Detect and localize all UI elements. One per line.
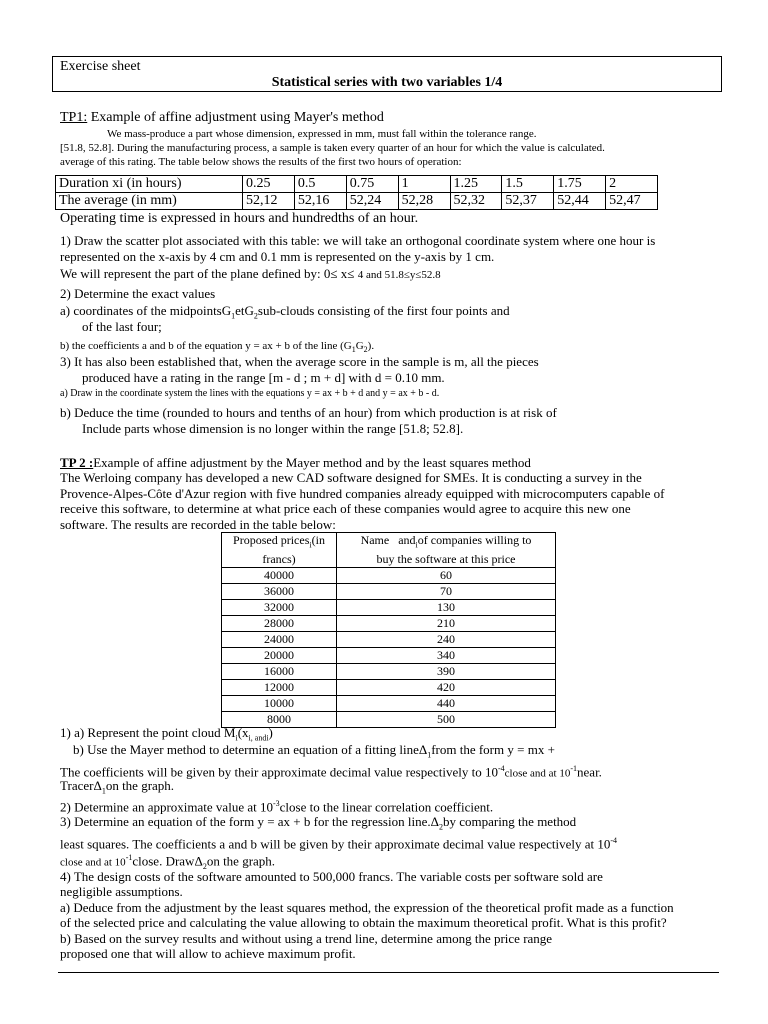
q3-line3-b: close. DrawΔ — [132, 853, 203, 869]
table-cell: 0.5 — [294, 176, 346, 193]
tp1-q3a: a) Draw in the coordinate system the lines with the equations y = ax + b + d and y = ax + b - d. — [60, 388, 440, 399]
table-cell: 52,24 — [346, 193, 398, 210]
tp1-q2a-line1: a) coordinates of the midpointsG$_1$etG$_2$sub-clouds consisting of the first four points and — [60, 303, 510, 321]
q1-line3a: We will represent the part of the plane defined by: 0≤ x≤ — [60, 266, 358, 281]
tp2-intro-1: The Werloing company has developed a new CAD software designed for SMEs. It is conducting a survey in the — [60, 470, 642, 485]
q2-a: 2) Determine an approximate value at 10 — [60, 799, 273, 815]
tp1-q1-line2: represented on the x-axis by 4 cm and 0.1 mm is represented on the y-axis by 1 cm. — [60, 249, 495, 264]
table-cell: 8000 — [222, 712, 337, 728]
tp1-after-table: Operating time is expressed in hours and hundredths of an hour. — [60, 211, 419, 226]
q2b-part2: ). — [367, 340, 375, 352]
q3-line3-sub: 2 — [202, 861, 207, 871]
tp2-q4b-line2: proposed one that will allow to achieve maximum profit. — [60, 946, 356, 961]
col1-header-line2: francs) — [262, 552, 296, 567]
table-cell: 40000 — [222, 568, 337, 584]
q2b-part1: b) the coefficients a and b of the equation y = ax + b of the line (G — [60, 340, 352, 352]
table-cell: 420 — [337, 680, 556, 696]
tracer-b: on the graph. — [105, 778, 175, 793]
tp1-label: TP1: — [60, 110, 88, 125]
coef-a: The coefficients will be given by their approximate decimal value respectively to 10 — [60, 764, 498, 780]
row-header: The average (in mm) — [56, 193, 243, 210]
header-box — [52, 56, 722, 92]
q3-line3-c: on the graph. — [206, 853, 276, 869]
col2-header-line2: buy the software at this price — [376, 552, 516, 567]
table-cell: 24000 — [222, 632, 337, 648]
tp1-q2: 2) Determine the exact values — [60, 286, 216, 301]
table-row — [222, 600, 556, 616]
tp1-intro-3: average of this rating. The table below shows the results of the first two hours of operation: — [60, 156, 462, 168]
table-cell: 130 — [337, 600, 556, 616]
tp2-intro-3: receive this software, to determine at what price each of these companies would agree to acquire this new one — [60, 501, 631, 516]
tp1-intro-2: [51.8, 52.8]. During the manufacturing process, a sample is taken every quarter of an hour for which the value is calculated. — [60, 142, 605, 154]
q1a-sub2: i, andi — [248, 733, 269, 743]
q3-sub: 2 — [438, 822, 443, 832]
table-cell: 52,37 — [502, 193, 554, 210]
table-header-row — [222, 533, 556, 568]
table-cell: 52,12 — [243, 193, 295, 210]
q1a-sub: i — [235, 733, 238, 743]
tp2-q4-line2: negligible assumptions. — [60, 884, 183, 899]
table-cell: 340 — [337, 648, 556, 664]
table-cell: 16000 — [222, 664, 337, 680]
row-header: Duration xi (in hours) — [56, 176, 243, 193]
tp1-q2a-line2: of the last four; — [82, 319, 162, 334]
q1a-text: 1) a) Represent the point cloud M — [60, 725, 236, 740]
table-cell: 210 — [337, 616, 556, 632]
table-cell: 10000 — [222, 696, 337, 712]
q3-line3-sup: -1 — [125, 853, 133, 862]
column-header-companies — [337, 533, 556, 568]
tp1-q3b-line1: b) Deduce the time (rounded to hours and tenths of an hour) from which production is at risk of — [60, 405, 557, 420]
table-cell: 52,47 — [606, 193, 658, 210]
col2-header-c: of companies willing to — [417, 533, 532, 547]
table-cell: 60 — [337, 568, 556, 584]
q2-sup: -3 — [272, 799, 280, 808]
table-cell: 500 — [337, 712, 556, 728]
table-cell: 70 — [337, 584, 556, 600]
duration-table — [55, 175, 658, 210]
q1a-end: (x — [237, 725, 249, 740]
tp1-q1-line3 — [60, 266, 441, 283]
tp2-intro-2: Provence-Alpes-Côte d'Azur region with five hundred companies already equipped with microcomputers capable of — [60, 486, 665, 501]
table-row — [222, 680, 556, 696]
table-cell: 12000 — [222, 680, 337, 696]
tp2-heading — [60, 455, 531, 471]
table-cell: 440 — [337, 696, 556, 712]
table-cell: 1.75 — [554, 176, 606, 193]
q1b-end: from the form y = mx + — [431, 742, 555, 757]
column-header-price — [222, 533, 337, 568]
col1-header-text: Proposed prices — [233, 533, 310, 547]
coef-b: close and at 10 — [504, 767, 571, 780]
table-cell: 32000 — [222, 600, 337, 616]
col1-header-sub: i — [309, 540, 312, 550]
tp2-q4-line1: 4) The design costs of the software amounted to 500,000 francs. The variable costs per software sold are — [60, 869, 603, 884]
table-cell: 1.25 — [450, 176, 502, 193]
q1-line3b: 4 and 51.8≤y≤52.8 — [357, 269, 441, 281]
table-row — [222, 664, 556, 680]
table-row — [222, 584, 556, 600]
tp1-title: Example of affine adjustment using Mayer's method — [87, 110, 384, 125]
q2a-part2: sub-clouds consisting of the first four points and — [257, 303, 510, 318]
q3-a: 3) Determine an equation of the form y = ax + b for the regression line.Δ — [60, 814, 439, 829]
tp1-heading — [60, 110, 384, 126]
table-row — [222, 632, 556, 648]
q2-b: close to the linear correlation coefficient. — [279, 799, 494, 815]
tp1-q3b-line2: Include parts whose dimension is no longer within the range [51.8; 52.8]. — [82, 421, 464, 436]
tracer-a: TracerΔ — [60, 778, 102, 793]
tp2-title: Example of affine adjustment by the Mayer method and by the least squares method — [93, 455, 531, 470]
tp1-q2b: b) the coefficients a and b of the equation y = ax + b of the line $(G_1G_2)$. — [60, 340, 375, 355]
price-table — [221, 532, 556, 728]
table-cell: 36000 — [222, 584, 337, 600]
tp1-q3-line1: 3) It has also been established that, when the average score in the sample is m, all the pieces — [60, 354, 539, 369]
q3-b: by comparing the method — [442, 814, 577, 829]
table-cell: 2 — [606, 176, 658, 193]
table-cell: 28000 — [222, 616, 337, 632]
table-cell: 52,16 — [294, 193, 346, 210]
q1b-sub: 1 — [427, 750, 432, 760]
table-row — [222, 616, 556, 632]
q3-line2-sup: -4 — [610, 836, 618, 845]
table-row — [56, 176, 658, 193]
tp2-q4b-line1: b) Based on the survey results and without using a trend line, determine among the price range — [60, 931, 553, 946]
table-cell: 52,44 — [554, 193, 606, 210]
col2-header-a: Name — [360, 533, 390, 547]
table-cell: 1 — [398, 176, 450, 193]
tp2-q4a-line2: of the selected price and calculating the value allowing to obtain the maximum theoretical profit. What is this profit? — [60, 915, 667, 930]
table-row — [222, 648, 556, 664]
q1a-close: ) — [268, 725, 273, 740]
table-cell: 52,32 — [450, 193, 502, 210]
tp1-intro-1: We mass-produce a part whose dimension, expressed in mm, must fall within the tolerance range. — [107, 128, 537, 140]
tp2-label: TP 2 : — [60, 455, 94, 470]
q1b-text: b) Use the Mayer method to determine an equation of a fitting lineΔ — [73, 742, 428, 757]
table-cell: 390 — [337, 664, 556, 680]
page-title: Statistical series with two variables 1/4 — [271, 75, 503, 90]
q2a-part1: a) coordinates of the midpoints — [60, 303, 222, 318]
table-cell: 52,28 — [398, 193, 450, 210]
col2-header-sub: i — [415, 540, 418, 550]
table-cell: 20000 — [222, 648, 337, 664]
tp1-q3-line2: produced have a rating in the range [m - d ; m + d] with d = 0.10 mm. — [82, 370, 445, 385]
coef-sup2: -1 — [570, 764, 578, 773]
tracer-sub: 1 — [101, 786, 106, 796]
table-cell: 240 — [337, 632, 556, 648]
table-cell: 0.75 — [346, 176, 398, 193]
tp2-intro-4: software. The results are recorded in the table below: — [60, 517, 336, 532]
q3-line3-a: close and at 10 — [60, 856, 126, 869]
table-cell: 1.5 — [502, 176, 554, 193]
coef-sup1: -4 — [498, 764, 505, 773]
footer-rule — [58, 972, 719, 973]
tp2-q4a-line1: a) Deduce from the adjustment by the least squares method, the expression of the theoretical profit made as a function — [60, 900, 674, 915]
tp2-q2 — [60, 796, 493, 815]
table-row — [56, 193, 658, 210]
table-row — [222, 568, 556, 584]
table-cell: 0.25 — [243, 176, 295, 193]
table-row — [222, 696, 556, 712]
sheet-label: Exercise sheet — [60, 59, 141, 74]
col1-header-rest: (in — [311, 533, 325, 547]
tp1-q1-line1: 1) Draw the scatter plot associated with this table: we will take an orthogonal coordinate system where one hour is — [60, 233, 656, 248]
coef-c: near. — [577, 764, 602, 780]
col2-header-b: and — [398, 533, 416, 547]
q3-line2-text: least squares. The coefficients a and b will be given by their approximate decimal value respectively at 10 — [60, 836, 611, 852]
